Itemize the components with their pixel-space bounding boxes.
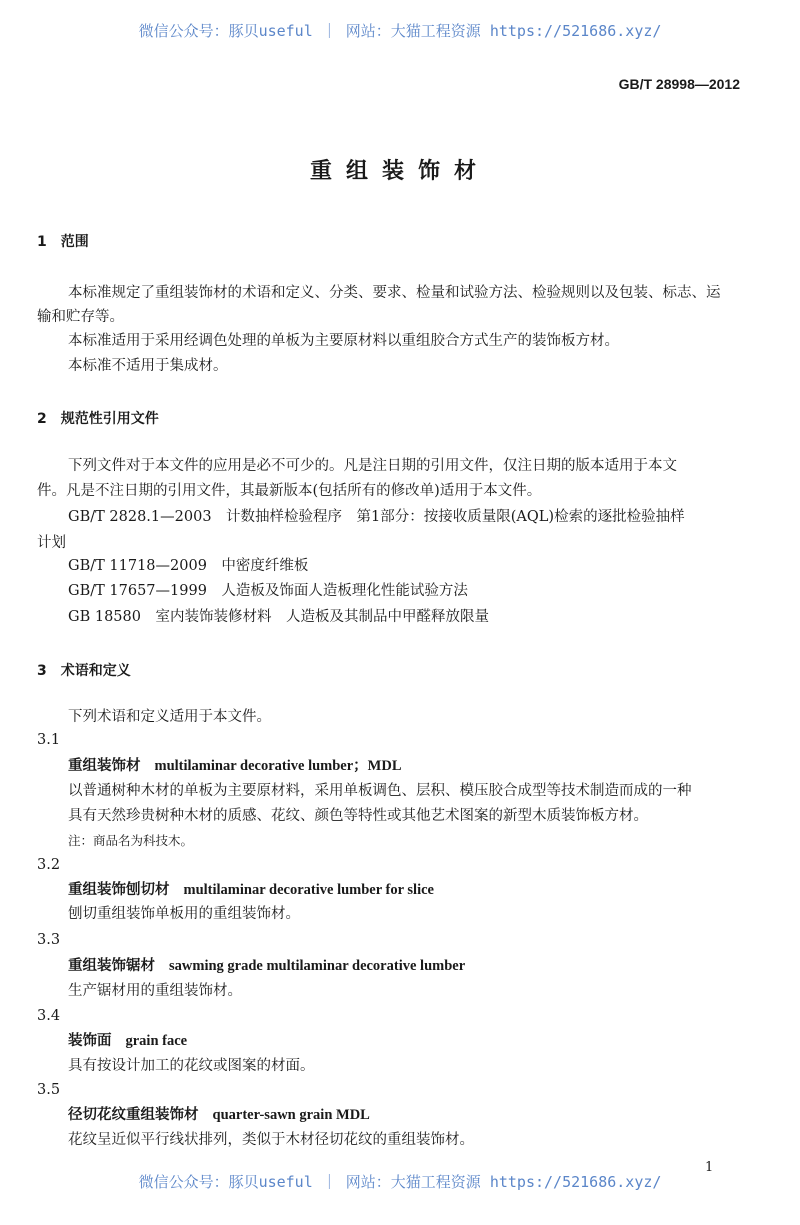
term-en: quarter-sawn grain MDL <box>212 1107 370 1123</box>
term-en: multilaminar decorative lumber；MDL <box>154 758 402 774</box>
term-definition: 以普通树种木材的单板为主要原材料，采用单板调色、层积、模压胶合成型等技术制造而成的一种 <box>68 783 692 799</box>
paragraph-line: 本标准适用于采用经调色处理的单板为主要原材料以重组胶合方式生产的装饰板方材。 <box>68 333 619 349</box>
term-zh: 重组装饰材 <box>68 758 141 774</box>
term-title <box>68 757 402 775</box>
paragraph-line: 下列文件对于本文件的应用是必不可少的。凡是注日期的引用文件，仅注日期的版本适用于本文 <box>68 458 677 474</box>
term-title <box>68 1032 187 1050</box>
page-number: 1 <box>705 1160 714 1175</box>
reference-item: GB 18580 室内装饰装修材料 人造板及其制品中甲醛释放限量 <box>68 609 489 625</box>
paragraph-line: 本标准不适用于集成材。 <box>68 358 228 374</box>
term-title <box>68 1106 370 1124</box>
paragraph-line: 本标准规定了重组装饰材的术语和定义、分类、要求、检量和试验方法、检验规则以及包装、标志、运 <box>68 285 721 301</box>
section-3-heading: 3 术语和定义 <box>37 663 131 679</box>
term-definition: 花纹呈近似平行线状排列，类似于木材径切花纹的重组装饰材。 <box>68 1132 474 1148</box>
term-title <box>68 957 465 975</box>
reference-item: GB/T 11718—2009 中密度纤维板 <box>68 558 309 574</box>
watermark-footer: 微信公众号：豚贝useful ｜ 网站：大猫工程资源 https://521686.xyz/ <box>138 1173 662 1191</box>
paragraph-line: 件。凡是不注日期的引用文件，其最新版本(包括所有的修改单)适用于本文件。 <box>37 483 542 499</box>
standard-number: GB/T 28998—2012 <box>618 76 740 92</box>
term-zh: 重组装饰刨切材 <box>68 882 170 898</box>
term-number: 3.3 <box>37 932 61 948</box>
term-note: 注：商品名为科技木。 <box>68 833 194 848</box>
term-zh: 重组装饰锯材 <box>68 958 155 974</box>
term-zh: 装饰面 <box>68 1033 112 1049</box>
section-1-heading: 1 范围 <box>37 234 89 250</box>
term-definition: 生产锯材用的重组装饰材。 <box>68 983 242 999</box>
reference-item-cont: 计划 <box>37 535 66 551</box>
term-number: 3.1 <box>37 732 61 748</box>
term-number: 3.2 <box>37 857 61 873</box>
term-en: sawming grade multilaminar decorative lumber <box>169 958 466 974</box>
watermark-header: 微信公众号：豚贝useful ｜ 网站：大猫工程资源 https://521686.xyz/ <box>138 22 662 40</box>
term-number: 3.4 <box>37 1008 61 1024</box>
section-2-heading: 2 规范性引用文件 <box>37 411 159 427</box>
term-en: grain face <box>125 1033 188 1049</box>
term-definition: 具有天然珍贵树种木材的质感、花纹、颜色等特性或其他艺术图案的新型木质装饰板方材。 <box>68 808 648 824</box>
page-title: 重组装饰材 <box>309 159 490 184</box>
term-en: multilaminar decorative lumber for slice <box>183 882 434 898</box>
paragraph-line: 下列术语和定义适用于本文件。 <box>68 709 271 725</box>
paragraph-line: 输和贮存等。 <box>37 309 124 325</box>
term-number: 3.5 <box>37 1082 61 1098</box>
term-definition: 刨切重组装饰单板用的重组装饰材。 <box>68 906 300 922</box>
term-title <box>68 881 434 899</box>
term-zh: 径切花纹重组装饰材 <box>68 1107 199 1123</box>
reference-item: GB/T 17657—1999 人造板及饰面人造板理化性能试验方法 <box>68 583 468 599</box>
reference-item: GB/T 2828.1—2003 计数抽样检验程序 第1部分：按接收质量限(AQL)检索的逐批检验抽样 <box>68 509 685 525</box>
term-definition: 具有按设计加工的花纹或图案的材面。 <box>68 1058 315 1074</box>
